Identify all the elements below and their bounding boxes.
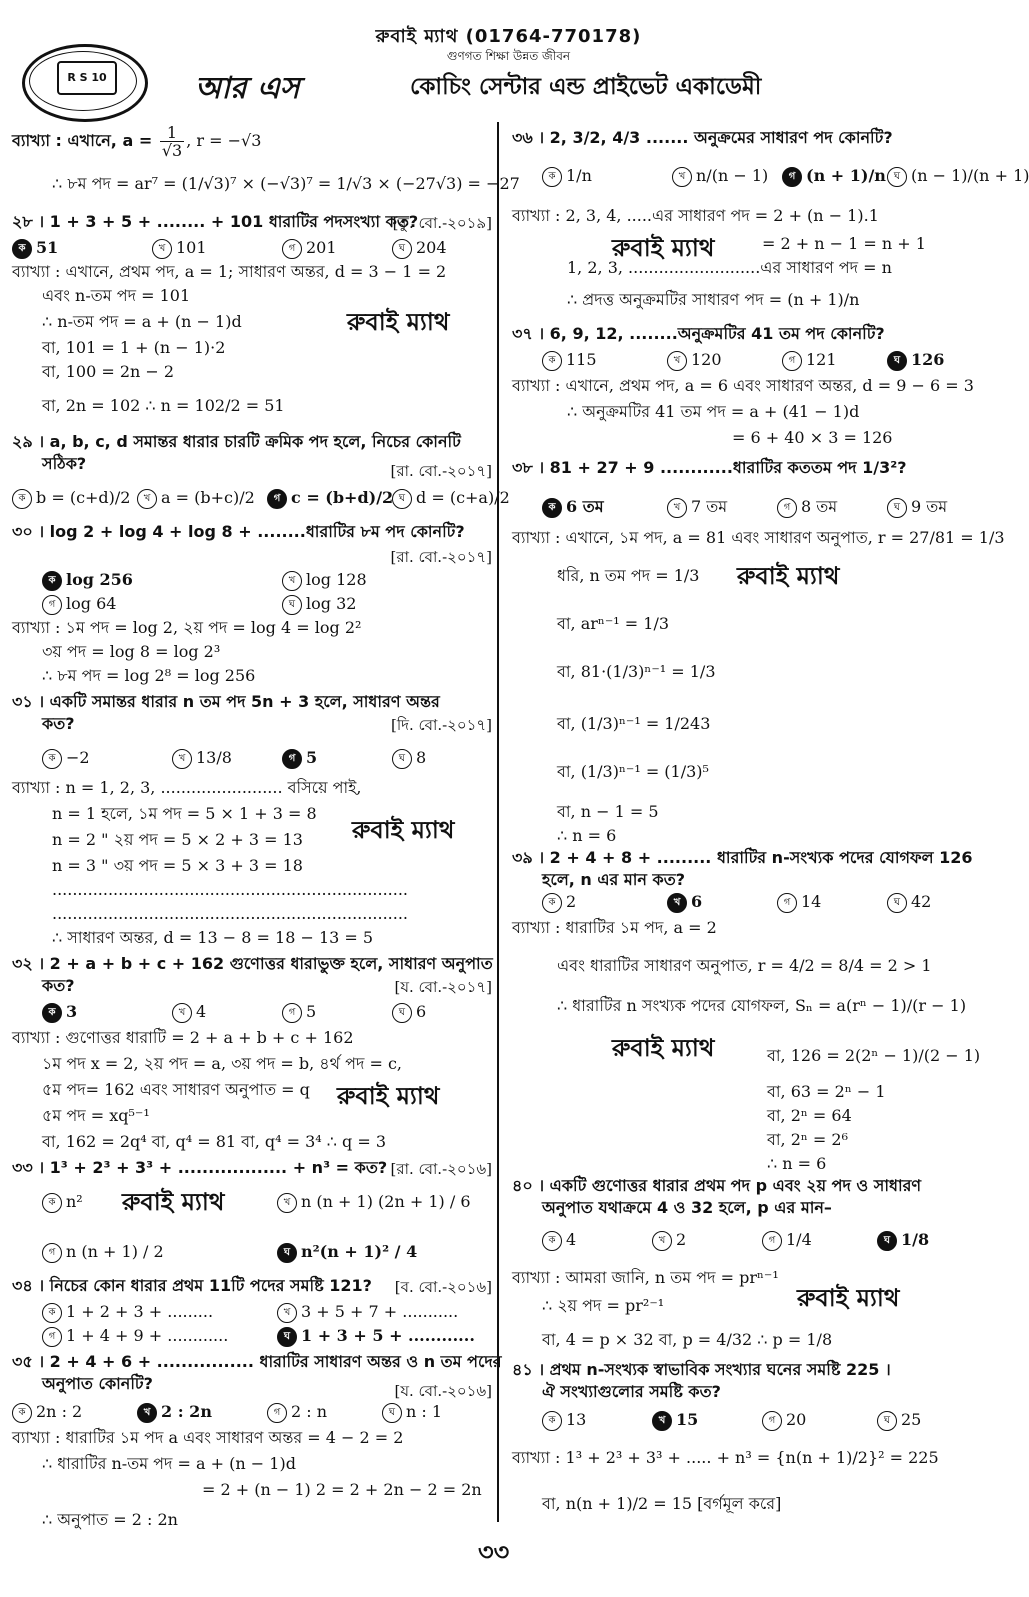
explanation-line: বা, 2ⁿ = 2⁶: [767, 1130, 848, 1149]
option-b: খ 2 : 2n: [137, 1402, 212, 1423]
explanation-line: ব্যাখ্যা : n = 1, 2, 3, ........................ বসিয়ে পাই,: [12, 778, 362, 797]
watermark: রুবাই ম্যাথ: [737, 562, 840, 590]
explanation-line: ৫ম পদ= 162 এবং সাধারণ অনুপাত = q: [42, 1080, 310, 1099]
explanation-line: এবং n-তম পদ = 101: [42, 286, 191, 305]
explanation-line: ব্যাখ্যা : 2, 3, 4, .....এর সাধারণ পদ = 2 + (n − 1).1: [512, 206, 879, 225]
question-41-cont: ঐ সংখ্যাগুলোর সমষ্টি কত?: [542, 1382, 721, 1401]
question-34: ৩৪ । নিচের কোন ধারার প্রথম 11টি পদের সমষ্টি 121?: [12, 1276, 372, 1295]
explanation-line: ......................................................................: [52, 880, 409, 899]
explanation-line: ∴ প্রদত্ত অনুক্রমটির সাধারণ পদ = (n + 1)/n: [567, 290, 860, 309]
option-a: ক 3: [42, 1002, 77, 1023]
option-b: খ 120: [667, 350, 722, 371]
option-d: ঘ 6: [392, 1002, 426, 1023]
question-32-cont: কত?: [42, 976, 75, 995]
option-c: গ 2 : n: [267, 1402, 327, 1423]
explanation-line: n = 2 " ২য় পদ = 5 × 2 + 3 = 13: [52, 830, 303, 849]
option-c: গ 1/4: [762, 1230, 812, 1251]
option-b: খ 6: [667, 892, 702, 913]
explanation-line: বা, 63 = 2ⁿ − 1: [767, 1082, 886, 1101]
option-c: গ (n + 1)/n: [782, 166, 886, 187]
explanation-line: ∴ n-তম পদ = a + (n − 1)d: [42, 312, 242, 331]
explanation-line: ∴ ৮ম পদ = ar⁷ = (1/√3)⁷ × (−√3)⁷ = 1/√3 × (−27√3) = −27: [52, 174, 520, 193]
option-a: ক 51: [12, 238, 58, 259]
question-30: ৩০ । log 2 + log 4 + log 8 + ........ধারাটির ৮ম পদ কোনটি?: [12, 522, 465, 541]
watermark: রুবাই ম্যাথ: [797, 1284, 900, 1312]
explanation-line: বা, 162 = 2q⁴ বা, q⁴ = 81 বা, q⁴ = 3⁴ ∴ q = 3: [42, 1132, 387, 1151]
option-d: ঘ (n − 1)/(n + 1): [887, 166, 1029, 187]
explanation-line: বা, n(n + 1)/2 = 15 [বর্গমূল করে]: [542, 1494, 782, 1513]
option-b: খ 4: [172, 1002, 206, 1023]
option-c: গ 121: [782, 350, 837, 371]
option-a: ক n²: [42, 1192, 83, 1213]
option-c: গ 14: [777, 892, 821, 913]
watermark: রুবাই ম্যাথ: [612, 234, 715, 262]
header-brand: আর এস: [195, 71, 300, 106]
explanation-line: বা, n − 1 = 5: [557, 802, 659, 821]
explanation-line: ∴ ধারাটির n সংখ্যক পদের যোগফল, Sₙ = a(rⁿ − 1)/(r − 1): [557, 996, 967, 1015]
explanation-line: ∴ সাধারণ অন্তর, d = 13 − 8 = 18 − 13 = 5: [52, 928, 374, 947]
explanation-line: বা, (1/3)ⁿ⁻¹ = 1/243: [557, 714, 711, 733]
option-c: গ 5: [282, 748, 317, 769]
explanation-line: ৫ম পদ = xq⁵⁻¹: [42, 1106, 150, 1125]
question-35-cont: অনুপাত কোনটি?: [42, 1374, 153, 1393]
explanation-line: ব্যাখ্যা : ১ম পদ = log 2, ২য় পদ = log 4 = log 2²: [12, 618, 362, 637]
explanation-line: বা, 2n = 102 ∴ n = 102/2 = 51: [42, 396, 285, 415]
option-a: ক 115: [542, 350, 597, 371]
explanation-line: = 2 + n − 1 = n + 1: [762, 234, 926, 253]
explanation-line: ∴ ৮ম পদ = log 2⁸ = log 256: [42, 666, 256, 685]
explanation-line: ......................................................................: [52, 904, 409, 923]
explanation-line: ৩য় পদ = log 8 = log 2³: [42, 642, 221, 661]
board-ref: [য. বো.-২০১৭]: [394, 978, 492, 996]
option-a: ক log 256: [42, 570, 133, 591]
option-c: গ 8 তম: [777, 494, 837, 521]
explanation-line: ∴ ২য় পদ = pr²⁻¹: [542, 1296, 665, 1315]
explanation-line: ∴ অনুপাত = 2 : 2n: [42, 1510, 178, 1529]
option-b: খ 2: [652, 1230, 686, 1251]
explanation-line: = 6 + 40 × 3 = 126: [732, 428, 893, 447]
question-41: ৪১ । প্রথম n-সংখ্যক স্বাভাবিক সংখ্যার ঘনের সমষ্টি 225 ।: [512, 1360, 891, 1379]
explanation-line: ∴ n = 6: [557, 826, 617, 845]
watermark: রুবাই ম্যাথ: [612, 1034, 715, 1062]
option-a: ক b = (c+d)/2: [12, 488, 130, 509]
question-29-cont: সঠিক?: [42, 454, 87, 473]
option-b: খ a = (b+c)/2: [137, 488, 255, 509]
option-c: গ c = (b+d)/2: [267, 488, 393, 509]
explanation-line: বা, (1/3)ⁿ⁻¹ = (1/3)⁵: [557, 762, 709, 781]
option-b: খ log 128: [282, 570, 367, 591]
explanation-line: বা, 4 = p × 32 বা, p = 4/32 ∴ p = 1/8: [542, 1330, 833, 1349]
column-divider: [497, 122, 499, 1522]
option-b: খ n/(n − 1): [672, 166, 768, 187]
watermark: রুবাই ম্যাথ: [352, 816, 455, 844]
option-a: ক 1 + 2 + 3 + .........: [42, 1302, 213, 1323]
question-38: ৩৮ । 81 + 27 + 9 ............ধারাটির কততম পদ 1/3²?: [512, 458, 907, 477]
option-c: গ n (n + 1) / 2: [42, 1242, 164, 1263]
question-35: ৩৫ । 2 + 4 + 6 + ................ ধারাটির সাধারণ অন্তর ও n তম পদের: [12, 1352, 502, 1371]
question-32: ৩২ । 2 + a + b + c + 162 গুণোত্তর ধারাভুক্ত হলে, সাধারণ অনুপাত: [12, 954, 493, 973]
option-a: ক 6 তম: [542, 494, 604, 521]
board-ref: [কু. বো.-২০১৯]: [392, 214, 492, 232]
option-d: ঘ log 32: [282, 594, 356, 615]
explanation-line: ∴ অনুক্রমটির 41 তম পদ = a + (41 − 1)d: [567, 402, 860, 421]
option-c: গ 5: [282, 1002, 316, 1023]
watermark: রুবাই ম্যাথ: [347, 308, 450, 336]
board-ref: [রা. বো.-২০১৭]: [390, 462, 492, 480]
question-36: ৩৬ । 2, 3/2, 4/3 ....... অনুক্রমের সাধারণ পদ কোনটি?: [512, 128, 893, 147]
explanation-line: ব্যাখ্যা : আমরা জানি, n তম পদ = prⁿ⁻¹: [512, 1268, 779, 1287]
option-d: ঘ n : 1: [382, 1402, 442, 1423]
board-ref: [রা. বো.-২০১৭]: [390, 548, 492, 566]
option-d: ঘ d = (c+a)/2: [392, 488, 510, 509]
question-40-cont: অনুপাত যথাক্রমে 4 ও 32 হলে, p এর মান–: [542, 1198, 832, 1217]
option-c: গ 20: [762, 1410, 806, 1431]
question-31: ৩১ । একটি সমান্তর ধারার n তম পদ 5n + 3 হলে, সাধারণ অন্তর: [12, 692, 440, 711]
board-ref: [য. বো.-২০১৬]: [394, 1382, 492, 1400]
explanation-line: ব্যাখ্যা : এখানে, প্রথম পদ, a = 1; সাধারণ অন্তর, d = 3 − 1 = 2: [12, 262, 447, 281]
board-ref: [রা. বো.-২০১৬]: [390, 1160, 492, 1178]
explanation-line: n = 3 " ৩য় পদ = 5 × 3 + 3 = 18: [52, 856, 303, 875]
question-33: ৩৩ । 1³ + 2³ + 3³ + .................. + n³ = কত?: [12, 1158, 388, 1177]
explanation-line: n = 1 হলে, ১ম পদ = 5 × 1 + 3 = 8: [52, 804, 317, 823]
option-a: ক 4: [542, 1230, 576, 1251]
explanation-line: বা, 126 = 2(2ⁿ − 1)/(2 − 1): [767, 1046, 981, 1065]
option-d: ঘ 204: [392, 238, 447, 259]
question-40: ৪০ । একটি গুণোত্তর ধারার প্রথম পদ p এবং ২য় পদ ও সাধারণ: [512, 1176, 922, 1195]
option-d: ঘ 25: [877, 1410, 921, 1431]
explanation-line: এবং ধারাটির সাধারণ অনুপাত, r = 4/2 = 8/4 = 2 > 1: [557, 956, 932, 975]
option-a: ক 13: [542, 1410, 586, 1431]
explanation-line: ব্যাখ্যা : গুণোত্তর ধারাটি = 2 + a + b + c + 162: [12, 1028, 354, 1047]
option-d: ঘ 126: [887, 350, 944, 371]
board-ref: [ব. বো.-২০১৬]: [394, 1278, 492, 1296]
option-b: খ 3 + 5 + 7 + ...........: [277, 1302, 458, 1323]
option-a: ক 2n : 2: [12, 1402, 82, 1423]
option-d: ঘ 1/8: [877, 1230, 929, 1251]
explanation-line: = 2 + (n − 1) 2 = 2 + 2n − 2 = 2n: [202, 1480, 482, 1499]
logo-monogram: R S 10: [57, 61, 117, 95]
explanation-line: ধরি, n তম পদ = 1/3: [557, 566, 700, 585]
explanation-line: বা, 101 = 1 + (n − 1)·2: [42, 338, 226, 357]
watermark: রুবাই ম্যাথ: [337, 1082, 440, 1110]
question-39: ৩৯ । 2 + 4 + 8 + ......... ধারাটির n-সংখ্যক পদের যোগফল 126: [512, 848, 973, 867]
question-29: ২৯ । a, b, c, d সমান্তর ধারার চারটি ক্রমিক পদ হলে, নিচের কোনটি: [12, 432, 461, 451]
option-d: ঘ 8: [392, 748, 426, 769]
watermark: রুবাই ম্যাথ: [122, 1188, 225, 1216]
explanation-line: ব্যাখ্যা : এখানে, a = $\frac{1}{√3}$ , r = −√3: [12, 123, 262, 160]
option-d: ঘ 9 তম: [887, 494, 947, 521]
question-28: ২৮ । 1 + 3 + 5 + ........ + 101 ধারাটির পদসংখ্যা কত?: [12, 212, 419, 231]
explanation-line: বা, 81·(1/3)ⁿ⁻¹ = 1/3: [557, 662, 716, 681]
option-d: ঘ 1 + 3 + 5 + ............: [277, 1326, 475, 1347]
header-title: কোচিং সেন্টার এন্ড প্রাইভেট একাডেমী: [410, 74, 762, 100]
explanation-line: ব্যাখ্যা : 1³ + 2³ + 3³ + ..... + n³ = {n(n + 1)/2}² = 225: [512, 1448, 939, 1467]
question-31-cont: কত?: [42, 714, 75, 733]
question-39-cont: হলে, n এর মান কত?: [542, 870, 686, 889]
explanation-line: ∴ n = 6: [767, 1154, 827, 1173]
option-a: ক 1/n: [542, 166, 592, 187]
option-c: গ 1 + 4 + 9 + ............: [42, 1326, 228, 1347]
option-b: খ 101: [152, 238, 207, 259]
explanation-line: বা, arⁿ⁻¹ = 1/3: [557, 614, 670, 633]
header-contact: রুবাই ম্যাথ (01764-770178): [375, 26, 642, 47]
option-b: খ 7 তম: [667, 494, 727, 521]
option-c: গ 201: [282, 238, 337, 259]
explanation-line: ব্যাখ্যা : ধারাটির ১ম পদ a এবং সাধারণ অন্তর = 4 − 2 = 2: [12, 1428, 404, 1447]
explanation-line: ব্যাখ্যা : এখানে, প্রথম পদ, a = 6 এবং সাধারণ অন্তর, d = 9 − 6 = 3: [512, 376, 974, 395]
explanation-line: ব্যাখ্যা : ধারাটির ১ম পদ, a = 2: [512, 918, 717, 937]
explanation-line: বা, 2ⁿ = 64: [767, 1106, 852, 1125]
header-tagline: গুণগত শিক্ষা উন্নত জীবন: [446, 49, 571, 63]
explanation-line: বা, 100 = 2n − 2: [42, 362, 175, 381]
option-a: ক 2: [542, 892, 576, 913]
option-b: খ 13/8: [172, 748, 232, 769]
option-b: খ n (n + 1) (2n + 1) / 6: [277, 1192, 471, 1213]
board-ref: [দি. বো.-২০১৭]: [390, 716, 492, 734]
option-a: ক −2: [42, 748, 90, 769]
question-37: ৩৭ । 6, 9, 12, ........অনুক্রমটির 41 তম পদ কোনটি?: [512, 324, 885, 343]
option-b: খ 15: [652, 1410, 698, 1431]
explanation-line: ব্যাখ্যা : এখানে, ১ম পদ, a = 81 এবং সাধারণ অনুপাত, r = 27/81 = 1/3: [512, 528, 1005, 547]
page-number: ৩৩: [478, 1538, 510, 1566]
option-d: ঘ 42: [887, 892, 931, 913]
explanation-line: ১ম পদ x = 2, ২য় পদ = a, ৩য় পদ = b, ৪র্থ পদ = c,: [42, 1054, 403, 1073]
explanation-line: ∴ ধারাটির n-তম পদ = a + (n − 1)d: [42, 1454, 296, 1473]
option-c: গ log 64: [42, 594, 116, 615]
explanation-line: 1, 2, 3, ..........................এর সাধারণ পদ = n: [567, 258, 892, 277]
option-d: ঘ n²(n + 1)² / 4: [277, 1242, 417, 1263]
page-header: [0, 0, 1017, 118]
